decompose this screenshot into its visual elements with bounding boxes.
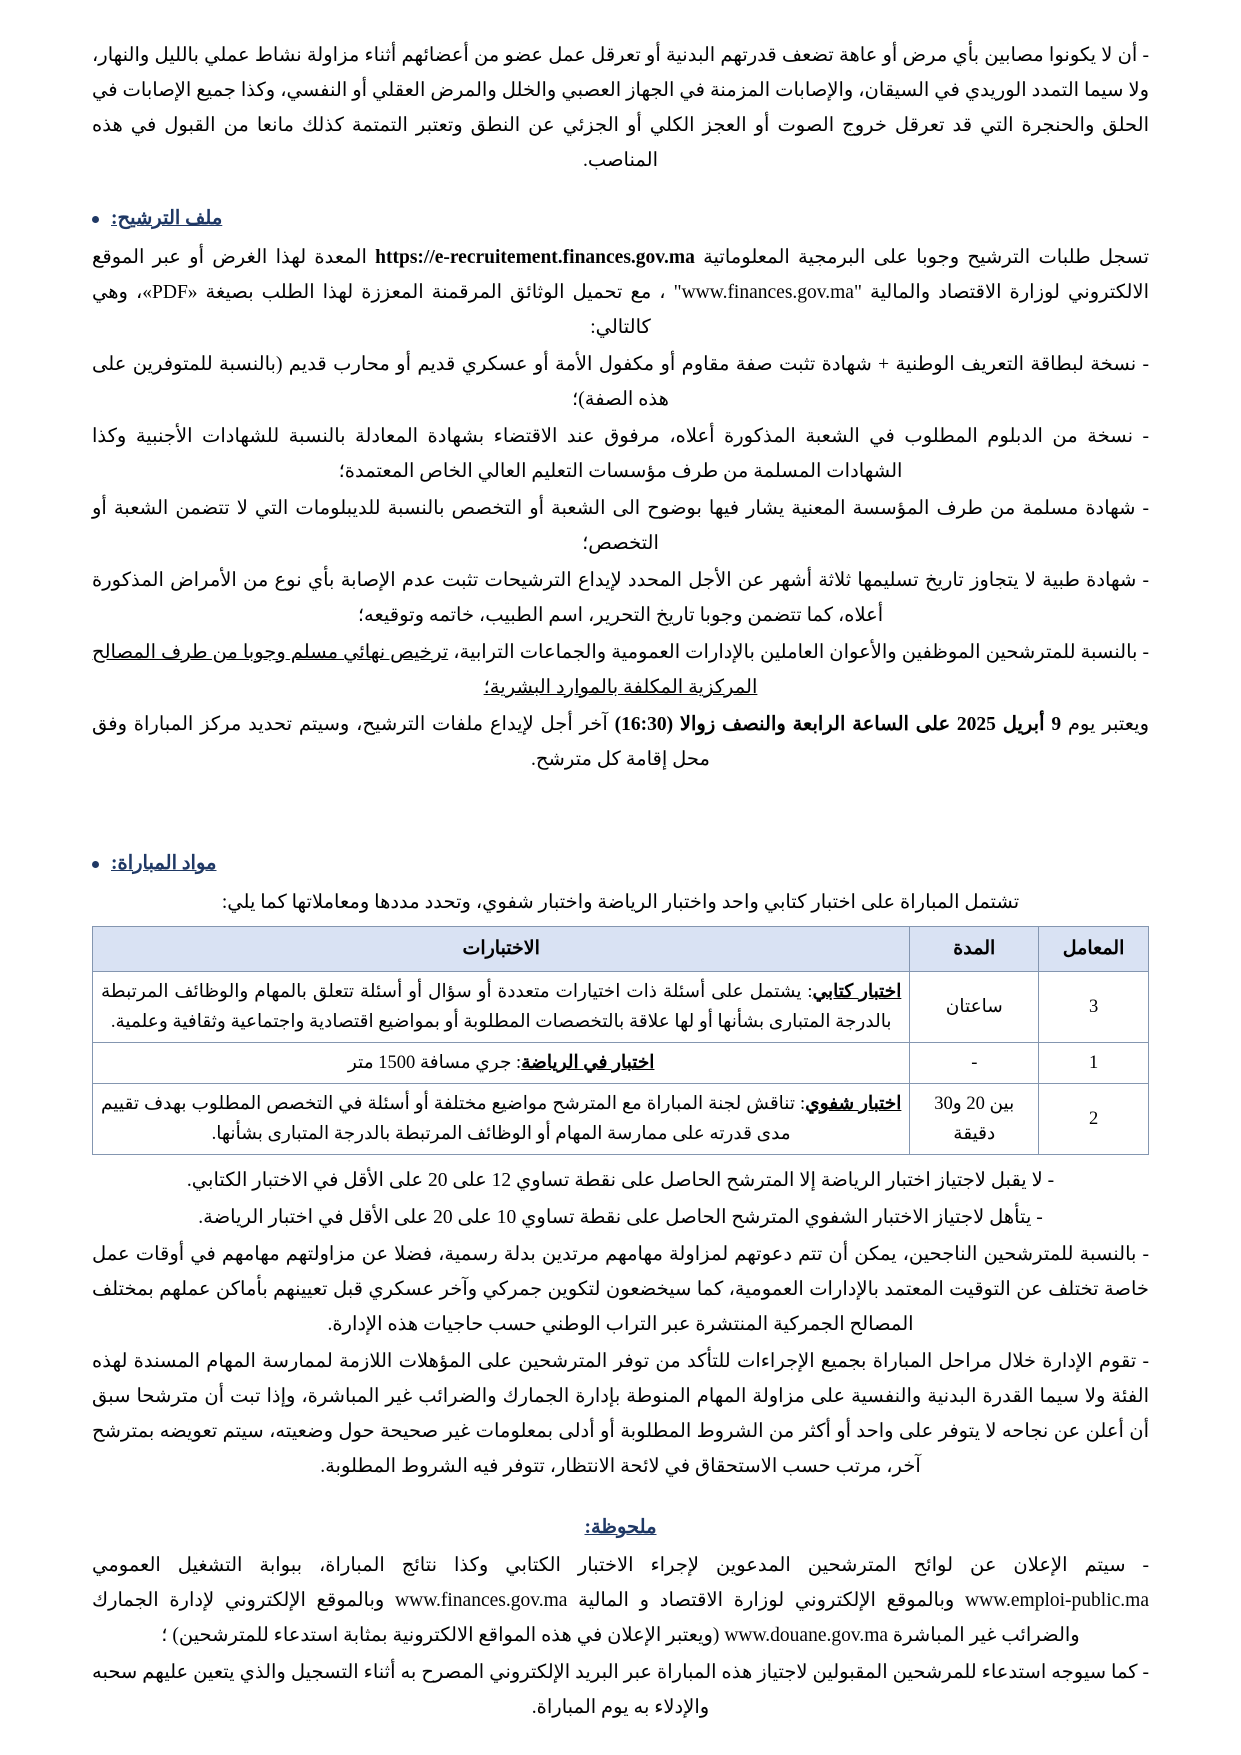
document-item-authorization [92,635,1149,705]
cell-coefficient: 1 [1039,1043,1149,1084]
condition-item: - لا يقبل لاجتياز اختبار الرياضة إلا المترشح الحاصل على نقطة تساوي 12 على 20 على الأقل في الاختبار الكتابي. [186,1170,1055,1191]
deadline-prefix: ويعتبر يوم [1061,714,1150,735]
note-text-part4: (ويعتبر الإعلان في هذه المواقع الالكترونية بمثابة استدعاء للمترشحين) ؛ [161,1625,720,1646]
deadline-datetime: 9 أبريل 2025 على الساعة الرابعة والنصف زوالا (16:30) [614,714,1062,735]
cell-duration: - [910,1043,1039,1084]
test-description: : يشتمل على أسئلة ذات اختيارات متعددة أو سؤال أو أسئلة تتعلق بالمهام والوظائف المرتبطة بالدرجة المتبارى بشأنها أو لها علاقة بالتخصصات المطلوبة أو بمواضيع اقتصادية واجتماعية وثقافية وعلمية. [101,982,892,1032]
note-text-part1: - سيتم الإعلان عن لوائح المترشحين المدعوين لإجراء الاختبار الكتابي وكذا نتائج المباراة، ببوابة التشغيل العمومي [92,1555,1149,1576]
intro-paragraph: - أن لا يكونوا مصابين بأي مرض أو عاهة تضعف قدرتهم البدنية أو تعرقل عمل عضو من أعضائهم أثناء مزاولة نشاط عملي بالليل والنهار، ولا سيما التمدد الوريدي في السيقان، والإصابات المزمنة في الجهاز العصبي والخلل والمرض العقلي أو النفسي، وكذا جميع الإصابات في الحلق والحنجرة التي قد تعرقل خروج الصوت أو العجز الكلي أو الجزئي عن النطق وتعتبر التمتمة كذلك مانعا من القبول في هذه المناصب. [92,45,1149,171]
condition-item: - يتأهل لاجتياز الاختبار الشفوي المترشح الحاصل على نقطة تساوي 10 على 20 على الأقل في اختبار الرياضة. [198,1207,1043,1228]
test-label: اختبار في الرياضة [521,1053,655,1073]
document-item: - شهادة طبية لا يتجاوز تاريخ تسليمها ثلاثة أشهر عن الأجل المحدد لإيداع الترشيحات تثبت عدم الإصابة بأي نوع من الأمراض المذكورة أعلاه، كما تتضمن وجوبا تاريخ التحرير، اسم الطبيب، خاتمه وتوقيعه؛ [92,570,1149,626]
test-description: : جري مسافة 1500 متر [347,1053,522,1073]
test-label: اختبار شفوي [805,1094,902,1114]
column-header-coefficient: المعامل [1039,927,1149,972]
spacer [92,779,1149,823]
table-row [93,1043,1149,1084]
emploi-public-url[interactable]: www.emploi-public.ma [965,1590,1149,1611]
test-description: : تناقش لجنة المباراة مع المترشح مواضيع مختلفة أو أسئلة في التخصص المطلوب بهدف تقييم مدى قدرته على ممارسة المهام أو الوظائف المرتبطة بالدرجة المتبارى بشأنها. [101,1094,806,1144]
cell-coefficient: 2 [1039,1084,1149,1155]
bullet-dot-icon [92,861,99,868]
finances-url[interactable]: "www.finances.gov.ma" [673,282,862,303]
registration-text-part2: المعدة لهذا الغرض أو عبر الموقع الالكتروني لوزارة الاقتصاد والمالية [92,247,1150,303]
table-header-row [93,927,1149,972]
registration-text-part3: ، مع تحميل الوثائق المرقمنة المعززة لهذا الطلب بصيغة «PDF»، وهي كالتالي: [92,282,666,338]
document-item: - نسخة من الدبلوم المطلوب في الشعبة المذكورة أعلاه، مرفوق عند الاقتضاء بشهادة المعادلة بالنسبة للشهادات الأجنبية وكذا الشهادات المسلمة من طرف مؤسسات التعليم العالي الخاص المعتمدة؛ [92,426,1149,482]
e-recruitment-url[interactable]: https://e-recruitement.finances.gov.ma [375,247,695,268]
cell-duration: ساعتان [910,972,1039,1043]
candidature-registration-paragraph [92,240,1149,345]
deadline-suffix: آخر أجل لإيداع ملفات الترشيح، وسيتم تحديد مركز المباراة وفق محل إقامة كل مترشح. [92,714,710,770]
registration-text-part1: تسجل طلبات الترشيح وجوبا على البرمجية المعلوماتية [703,247,1150,268]
douane-url[interactable]: www.douane.gov.ma [724,1625,889,1646]
condition-item: - تقوم الإدارة خلال مراحل المباراة بجميع الإجراءات للتأكد من توفر المترشحين على المؤهلات اللازمة لممارسة المهام المسندة لهذه الفئة ولا سيما القدرة البدنية والنفسية على مزاولة المهام المنوطة بإدارة الجمارك والضرائب غير المباشرة، وإذا تبت أن مترشحا سبق أن أعلن عن نجاحه لا يتوفر على واحد أو أكثر من الشروط المطلوبة أو أدلى بمعلومات غير صحيحة حول وضعيته، سيتم تعويضه بمترشح آخر، مرتب حسب الاستحقاق في لائحة الانتظار، تتوفر فيه الشروط المطلوبة. [92,1351,1149,1477]
section-heading-label: مواد المباراة: [111,853,217,874]
deadline-paragraph [92,707,1149,777]
column-header-duration: المدة [910,927,1039,972]
test-label: اختبار كتابي [812,982,902,1002]
cell-duration: بين 20 و30 دقيقة [910,1084,1039,1155]
authorization-prefix: - بالنسبة للمترشحين الموظفين والأعوان العاملين بالإدارات العمومية والجماعات الترابية، [448,642,1149,663]
note-paragraph-publication [92,1548,1149,1653]
note-heading: ملحوظة: [584,1517,657,1538]
exam-subjects-table [92,926,1149,1155]
condition-item: - بالنسبة للمترشحين الناجحين، يمكن أن تتم دعوتهم لمزاولة مهامهم مرتدين بدلة رسمية، فضلا عن مزاولتهم مهامهم في أوقات عمل خاصة تختلف عن التوقيت المعتمد بالإدارات العمومية، كما سيخضعون لتكوين جمركي وآخر عسكري قبل تعيينهم بأماكن عملهم بمختلف المصالح الجمركية المنتشرة عبر التراب الوطني حسب حاجيات هذه الإدارة. [92,1244,1149,1335]
document-item: - نسخة لبطاقة التعريف الوطنية + شهادة تثبت صفة مقاوم أو مكفول الأمة أو عسكري قديم أو محارب قديم (بالنسبة للمتوفرين على هذه الصفة)؛ [92,354,1149,410]
table-row [93,972,1149,1043]
document-item: - شهادة مسلمة من طرف المؤسسة المعنية يشار فيها بوضوح الى الشعبة أو التخصص بالنسبة للديبلومات التي لا تتضمن الشعبة أو التخصص؛ [92,498,1149,554]
table-row [93,1084,1149,1155]
authorization-underlined: ترخيص نهائي مسلم وجوبا من طرف المصالح المركزية المكلفة بالموارد البشرية؛ [92,642,758,698]
note-text-part3: وبالموقع الإلكتروني لإدارة الجمارك والضرائب غير المباشرة [92,1590,1080,1646]
section-heading-exam-subjects [92,849,1149,879]
note-text-part2: وبالموقع الإلكتروني لوزارة الاقتصاد و المالية [578,1590,955,1611]
column-header-tests: الاختبارات [93,927,910,972]
bullet-dot-icon [92,216,99,223]
note-paragraph-invitation: - كما سيوجه استدعاء للمرشحين المقبولين لاجتياز هذه المباراة عبر البريد الإلكتروني المصرح به أثناء التسجيل والذي يتعين عليهم سحبه والإدلاء به يوم المباراة. [92,1662,1149,1718]
cell-test-description [93,1084,910,1155]
cell-test-description [93,972,910,1043]
cell-coefficient: 3 [1039,972,1149,1043]
spacer [92,1486,1149,1512]
section-heading-label: ملف الترشيح: [111,208,223,229]
exam-subjects-intro: تشتمل المباراة على اختبار كتابي واحد واختبار الرياضة واختبار شفوي، وتحدد مددها ومعاملاتها كما يلي: [221,892,1020,913]
finances-url[interactable]: www.finances.gov.ma [395,1590,568,1611]
document-body [92,38,1149,1755]
cell-test-description [93,1043,910,1084]
section-heading-candidature-file [92,204,1149,234]
